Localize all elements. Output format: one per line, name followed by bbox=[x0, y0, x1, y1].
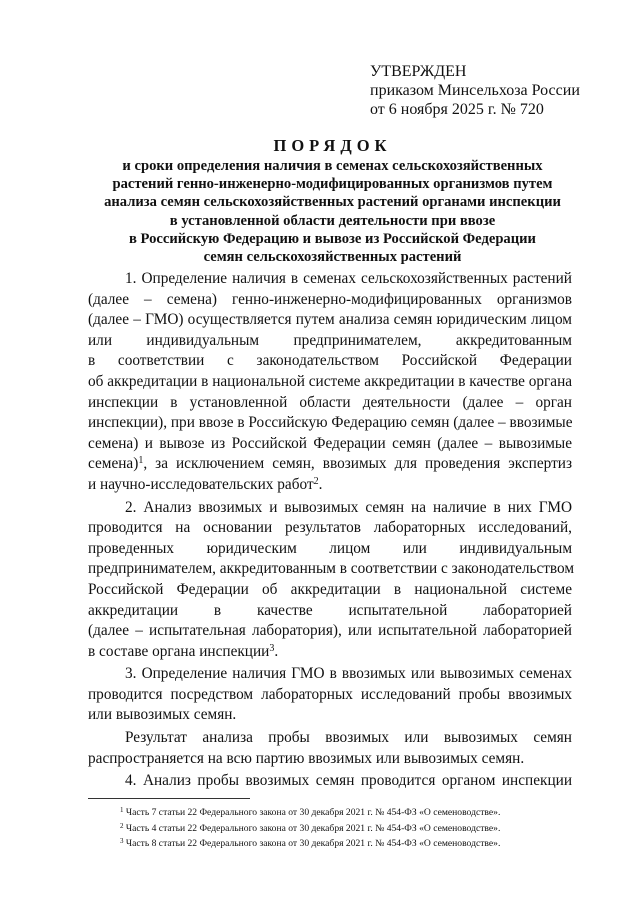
subtitle-line: семян сельскохозяйственных растений bbox=[203, 249, 462, 266]
footnote-text: Часть 8 статьи 22 Федерального закона от 30 декабря 2021 г. № 454-ФЗ «О семеноводстве». bbox=[123, 838, 501, 850]
text-line: в соответствии с законодательством Российской Федерации bbox=[88, 352, 572, 370]
text-line: Результат анализа пробы ввозимых или вывозимых семян bbox=[125, 729, 572, 747]
text-line: проводится на основании результатов лабораторных исследований, bbox=[88, 519, 572, 537]
text-line: инспекции), при ввозе в Российскую Федерацию семян (далее – ввозимые bbox=[88, 414, 573, 432]
footnote-3 bbox=[120, 836, 580, 852]
text-line: или вывозимых семян. bbox=[88, 706, 237, 724]
footnote-text: Часть 7 статьи 22 Федерального закона от 30 декабря 2021 г. № 454-ФЗ «О семеноводстве». bbox=[123, 807, 501, 818]
footnote-ref-3[interactable]: 3 bbox=[269, 642, 275, 654]
footnote-mark: 2 bbox=[120, 821, 124, 830]
text-line: или индивидуальным предпринимателем, аккредитованным bbox=[88, 331, 572, 349]
text-line: предпринимателем, аккредитованным в соответствии с законодательством bbox=[88, 560, 575, 578]
text-line: 4. Анализ пробы ввозимых семян проводится органом инспекции bbox=[125, 772, 572, 790]
text-line: об аккредитации в национальной системе аккредитации в качестве органа bbox=[88, 372, 573, 390]
subtitle-line: в установленной области деятельности при ввозе bbox=[169, 212, 496, 229]
paragraph-2 bbox=[88, 498, 575, 663]
text-line: аккредитации в качестве испытательной лабораторией bbox=[88, 601, 572, 619]
subtitle-line: и сроки определения наличия в семенах сельскохозяйственных bbox=[122, 158, 543, 174]
text-line: 3. Определение наличия ГМО в ввозимых или вывозимых семенах bbox=[125, 665, 572, 683]
text-line: проводится посредством лабораторных исследований пробы ввозимых bbox=[88, 685, 572, 703]
subtitle-line: анализа семян сельскохозяйственных растений органами инспекции bbox=[104, 194, 561, 211]
footnote-text: Часть 4 статьи 22 Федерального закона от 30 декабря 2021 г. № 454-ФЗ «О семеноводстве». bbox=[123, 822, 501, 834]
text-fragment: , за исключением семян, ввозимых для проведения экспертиз bbox=[143, 455, 572, 473]
footnote-mark: 3 bbox=[120, 837, 124, 846]
text-fragment: семена) bbox=[88, 455, 139, 473]
text-line bbox=[88, 454, 572, 475]
text-line bbox=[88, 642, 572, 663]
text-line: Российской Федерации об аккредитации в национальной системе bbox=[88, 580, 572, 598]
text-fragment: и научно-исследовательских работ bbox=[88, 475, 314, 493]
approval-stamp bbox=[370, 62, 610, 119]
paragraph-1 bbox=[88, 269, 572, 496]
text-line: 1. Определение наличия в семенах сельскохозяйственных растений bbox=[125, 270, 572, 287]
document-body bbox=[88, 269, 575, 792]
text-fragment: в составе органа инспекции bbox=[88, 642, 270, 660]
footnote-2 bbox=[120, 821, 580, 837]
text-line: 2. Анализ ввозимых и вывозимых семян на наличие в них ГМО bbox=[125, 498, 572, 516]
text-line: (далее – испытательная лаборатория), или испытательной лабораторией bbox=[88, 622, 572, 640]
text-fragment: . bbox=[274, 642, 279, 660]
text-line: проведенных юридическим лицом или индивидуальным bbox=[88, 539, 572, 557]
approval-status: УТВЕРЖДЕН bbox=[370, 63, 467, 80]
subtitle-line: растений генно-инженерно-модифицированных организмов путем bbox=[112, 176, 553, 193]
text-line: семена) и вывозе из Российской Федерации семян (далее – вывозимые bbox=[88, 434, 572, 452]
footnote-ref-1[interactable]: 1 bbox=[138, 455, 144, 467]
paragraph-3-continued bbox=[88, 728, 572, 769]
text-fragment: . bbox=[318, 475, 323, 493]
paragraph-4 bbox=[88, 771, 572, 792]
footnote-1 bbox=[120, 805, 580, 821]
text-line: (далее – семена) генно-инженерно-модифицированных организмов bbox=[88, 290, 572, 308]
document-title-block bbox=[80, 136, 585, 266]
text-line bbox=[88, 475, 572, 496]
text-line: распространяется на всю партию ввозимых или вывозимых семян. bbox=[88, 749, 525, 767]
approval-order: приказом Минсельхоза России bbox=[370, 82, 580, 99]
subtitle-line: в Российскую Федерацию и вывозе из Российской Федерации bbox=[129, 230, 536, 247]
paragraph-3 bbox=[88, 664, 572, 726]
footnote-ref-2[interactable]: 2 bbox=[313, 475, 319, 487]
footnote-mark: 1 bbox=[120, 806, 124, 814]
text-line: (далее – ГМО) осуществляется путем анализа семян юридическим лицом bbox=[88, 311, 572, 329]
footnotes bbox=[120, 805, 580, 852]
approval-date: от 6 ноября 2025 г. № 720 bbox=[370, 101, 544, 118]
text-line: инспекции в установленной области деятельности (далее – орган bbox=[88, 393, 572, 411]
document-title: ПОРЯДОК bbox=[273, 136, 392, 155]
footnote-divider bbox=[88, 798, 250, 799]
